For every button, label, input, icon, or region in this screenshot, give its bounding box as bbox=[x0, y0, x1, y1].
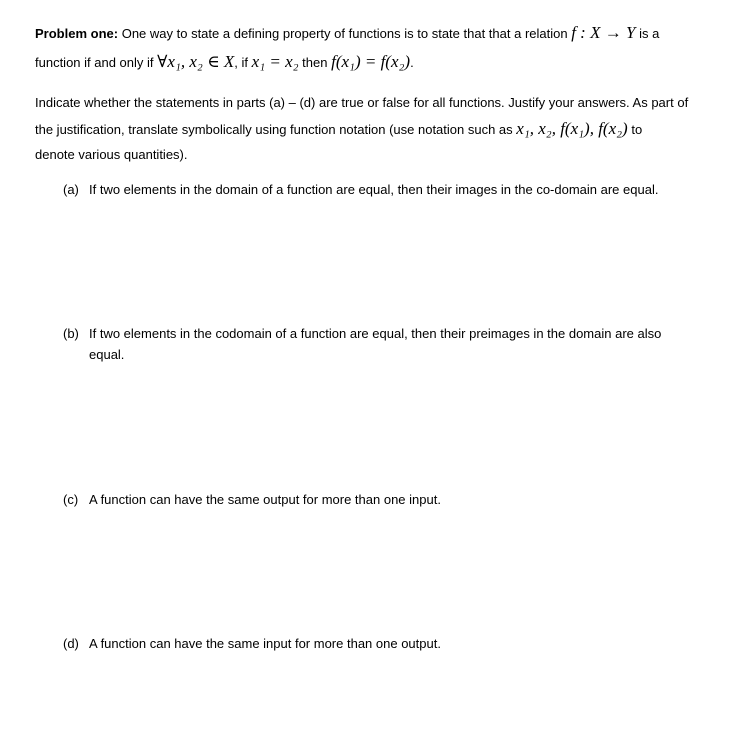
problem-intro-tail: is a bbox=[639, 26, 660, 41]
problem-heading: Problem one: bbox=[35, 26, 119, 41]
problem-line-1 bbox=[35, 24, 659, 43]
part-b-text: If two elements in the codomain of a function are equal, then their preimages in the domain are also bbox=[89, 326, 662, 341]
part-b-text-continued: equal. bbox=[89, 347, 125, 362]
math-forall: ∀x₁, x₂ ∈ X bbox=[157, 52, 235, 71]
problem-line-2 bbox=[35, 53, 414, 72]
part-a-text: If two elements in the domain of a function are equal, then their images in the co-domain are equal. bbox=[89, 182, 659, 197]
instructions-line-3: denote various quantities). bbox=[35, 147, 188, 162]
problem-intro: One way to state a defining property of functions is to state that that a relation bbox=[121, 26, 568, 41]
math-equality: x₁ = x₂ bbox=[251, 52, 299, 71]
part-b-label: (b) bbox=[63, 326, 79, 341]
problem-definition-text: function if and only if bbox=[35, 55, 154, 70]
part-d-label: (d) bbox=[63, 636, 79, 651]
problem-then-text: then bbox=[302, 55, 328, 70]
part-c-label: (c) bbox=[63, 492, 79, 507]
part-d-text: A function can have the same input for more than one output. bbox=[89, 636, 441, 651]
part-a-label: (a) bbox=[63, 182, 79, 197]
instructions-line-2 bbox=[35, 120, 642, 139]
instructions-line-1: Indicate whether the statements in parts (a) – (d) are true or false for all functions. Justify your answers. As part of bbox=[35, 95, 689, 110]
problem-period: . bbox=[410, 55, 414, 70]
math-notation-example: x₁, x₂, f(x₁), f(x₂) bbox=[516, 119, 628, 138]
instructions-to: to bbox=[631, 122, 643, 137]
part-c-text: A function can have the same output for more than one input. bbox=[89, 492, 441, 507]
math-function-map: f : X → Y bbox=[571, 23, 636, 42]
problem-if-text: , if bbox=[234, 55, 249, 70]
math-function-equality: f(x₁) = f(x₂) bbox=[331, 52, 411, 71]
instructions-text: the justification, translate symbolically using function notation (use notation such as bbox=[35, 122, 513, 137]
